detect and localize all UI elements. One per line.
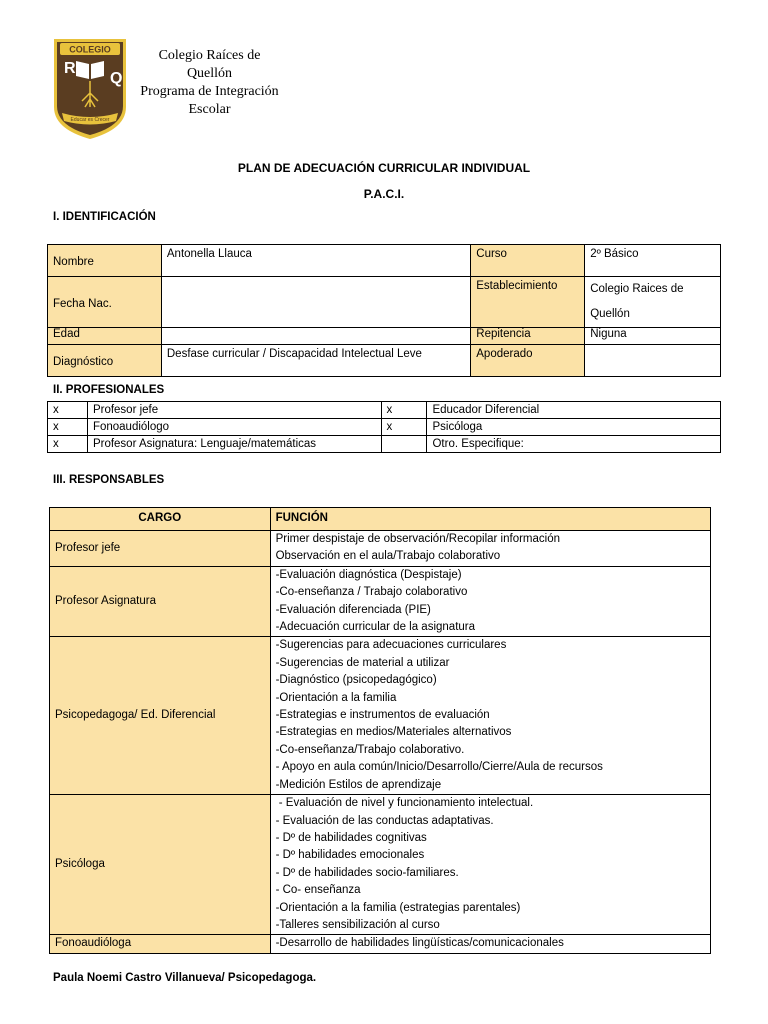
value-repitencia: Niguna — [585, 328, 721, 345]
profesional-profesor-jefe: Profesor jefe — [87, 402, 381, 419]
label-diagnostico: Diagnóstico — [48, 345, 162, 377]
list-item: -Estrategias en medios/Materiales alternativos — [275, 726, 512, 739]
funciones-profesor-jefe — [270, 531, 710, 567]
cargo-profesor-jefe: Profesor jefe — [50, 531, 271, 567]
cargo-psicopedagoga: Psicopedagoga/ Ed. Diferencial — [50, 637, 271, 795]
list-item: -Talleres sensibilización al curso — [275, 918, 440, 931]
profesional-educador-diferencial: Educador Diferencial — [427, 402, 721, 419]
school-line-1: Colegio Raíces de — [158, 48, 261, 63]
value-curso: 2º Básico — [585, 245, 721, 277]
section-responsables-heading: III. RESPONSABLES — [53, 474, 165, 486]
value-edad — [161, 328, 470, 345]
value-apoderado — [585, 345, 721, 377]
table-row — [48, 402, 721, 419]
cargo-fonoaudiologa: Fonoaudióloga — [50, 935, 271, 953]
cargo-psicologa: Psicóloga — [50, 795, 271, 935]
logo-letter-q: Q — [110, 70, 123, 87]
table-row — [48, 345, 721, 377]
value-establecimiento: Colegio Raices de Quellón — [585, 277, 721, 328]
label-fecha-nac: Fecha Nac. — [48, 277, 162, 328]
identificacion-table — [47, 244, 721, 377]
document-title: PLAN DE ADECUACIÓN CURRICULAR INDIVIDUAL — [237, 161, 531, 175]
mark-otro — [381, 436, 427, 453]
value-fecha-nac — [161, 277, 470, 328]
logo-motto: Educar es Crecer — [70, 117, 110, 123]
table-row — [48, 328, 721, 345]
table-row — [50, 637, 711, 795]
label-curso: Curso — [471, 245, 585, 277]
list-item: - Co- enseñanza — [275, 884, 361, 897]
list-item: -Orientación a la familia — [275, 691, 397, 704]
table-header-row — [50, 508, 711, 531]
list-item: -Estrategias e instrumentos de evaluación — [275, 709, 490, 722]
mark-educador-diferencial: x — [381, 402, 427, 419]
list-item: -Sugerencias de material a utilizar — [275, 656, 450, 669]
list-item: Observación en el aula/Trabajo colaborativo — [275, 550, 501, 563]
signature-line: Paula Noemi Castro Villanueva/ Psicopedagoga. — [53, 972, 317, 984]
table-row — [50, 795, 711, 935]
cargo-profesor-asignatura: Profesor Asignatura — [50, 566, 271, 637]
mark-psicologa: x — [381, 419, 427, 436]
list-item: - Apoyo en aula común/Inicio/Desarrollo/Cierre/Aula de recursos — [275, 761, 603, 774]
list-item: -Desarrollo de habilidades lingüísticas/comunicacionales — [275, 937, 564, 950]
school-line-3: Programa de Integración — [140, 84, 279, 99]
mark-profesor-jefe: x — [48, 402, 88, 419]
mark-profesor-asignatura: x — [48, 436, 88, 453]
funciones-profesor-asignatura — [270, 566, 710, 637]
table-row — [48, 436, 721, 453]
responsables-table — [49, 507, 711, 954]
list-item: -Co-enseñanza/Trabajo colaborativo. — [275, 743, 465, 756]
profesional-fonoaudiologo: Fonoaudiólogo — [87, 419, 381, 436]
list-item: - Dº de habilidades socio-familiares. — [275, 866, 459, 879]
document-subtitle: P.A.C.I. — [363, 187, 405, 201]
list-item: -Medición Estilos de aprendizaje — [275, 778, 442, 791]
list-item: -Evaluación diferenciada (PIE) — [275, 603, 431, 616]
funciones-fonoaudiologa — [270, 935, 710, 953]
list-item: -Sugerencias para adecuaciones curriculares — [275, 639, 507, 652]
school-name — [122, 47, 297, 119]
label-nombre: Nombre — [48, 245, 162, 277]
funciones-psicologa — [270, 795, 710, 935]
table-row — [50, 566, 711, 637]
profesional-profesor-asignatura: Profesor Asignatura: Lenguaje/matemáticas — [87, 436, 381, 453]
list-item: -Diagnóstico (psicopedagógico) — [275, 674, 437, 687]
list-item: -Evaluación diagnóstica (Despistaje) — [275, 568, 462, 581]
logo-top-text: COLEGIO — [69, 44, 111, 55]
section-profesionales-heading: II. PROFESIONALES — [53, 384, 165, 396]
profesional-psicologa: Psicóloga — [427, 419, 721, 436]
list-item: -Orientación a la familia (estrategias parentales) — [275, 901, 521, 914]
list-item: -Co-enseñanza / Trabajo colaborativo — [275, 586, 468, 599]
table-row — [50, 531, 711, 567]
table-row — [50, 935, 711, 953]
table-row — [48, 245, 721, 277]
list-item: -Adecuación curricular de la asignatura — [275, 621, 476, 634]
school-line-4: Escolar — [188, 102, 231, 117]
list-item: - Dº de habilidades cognitivas — [275, 831, 427, 844]
header-cargo: CARGO — [50, 508, 271, 531]
list-item: Primer despistaje de observación/Recopilar información — [275, 533, 561, 545]
mark-fonoaudiologo: x — [48, 419, 88, 436]
list-item: - Dº habilidades emocionales — [275, 849, 425, 862]
label-apoderado: Apoderado — [471, 345, 585, 377]
label-establecimiento: Establecimiento — [471, 277, 585, 328]
value-diagnostico: Desfase curricular / Discapacidad Intelectual Leve — [161, 345, 470, 377]
value-nombre: Antonella Llauca — [161, 245, 470, 277]
profesional-otro: Otro. Especifique: — [427, 436, 721, 453]
profesionales-table — [47, 401, 721, 453]
section-identificacion-heading: I. IDENTIFICACIÓN — [53, 211, 156, 223]
label-repitencia: Repitencia — [471, 328, 585, 345]
school-logo — [52, 37, 128, 141]
table-row — [48, 277, 721, 328]
list-item: - Evaluación de las conductas adaptativas. — [275, 814, 494, 827]
funciones-psicopedagoga — [270, 637, 710, 795]
table-row — [48, 419, 721, 436]
list-item: - Evaluación de nivel y funcionamiento intelectual. — [275, 797, 534, 810]
label-edad: Edad — [48, 328, 162, 345]
school-line-2: Quellón — [186, 66, 233, 81]
header-funcion: FUNCIÓN — [270, 508, 710, 531]
logo-letter-r: R — [64, 60, 76, 77]
